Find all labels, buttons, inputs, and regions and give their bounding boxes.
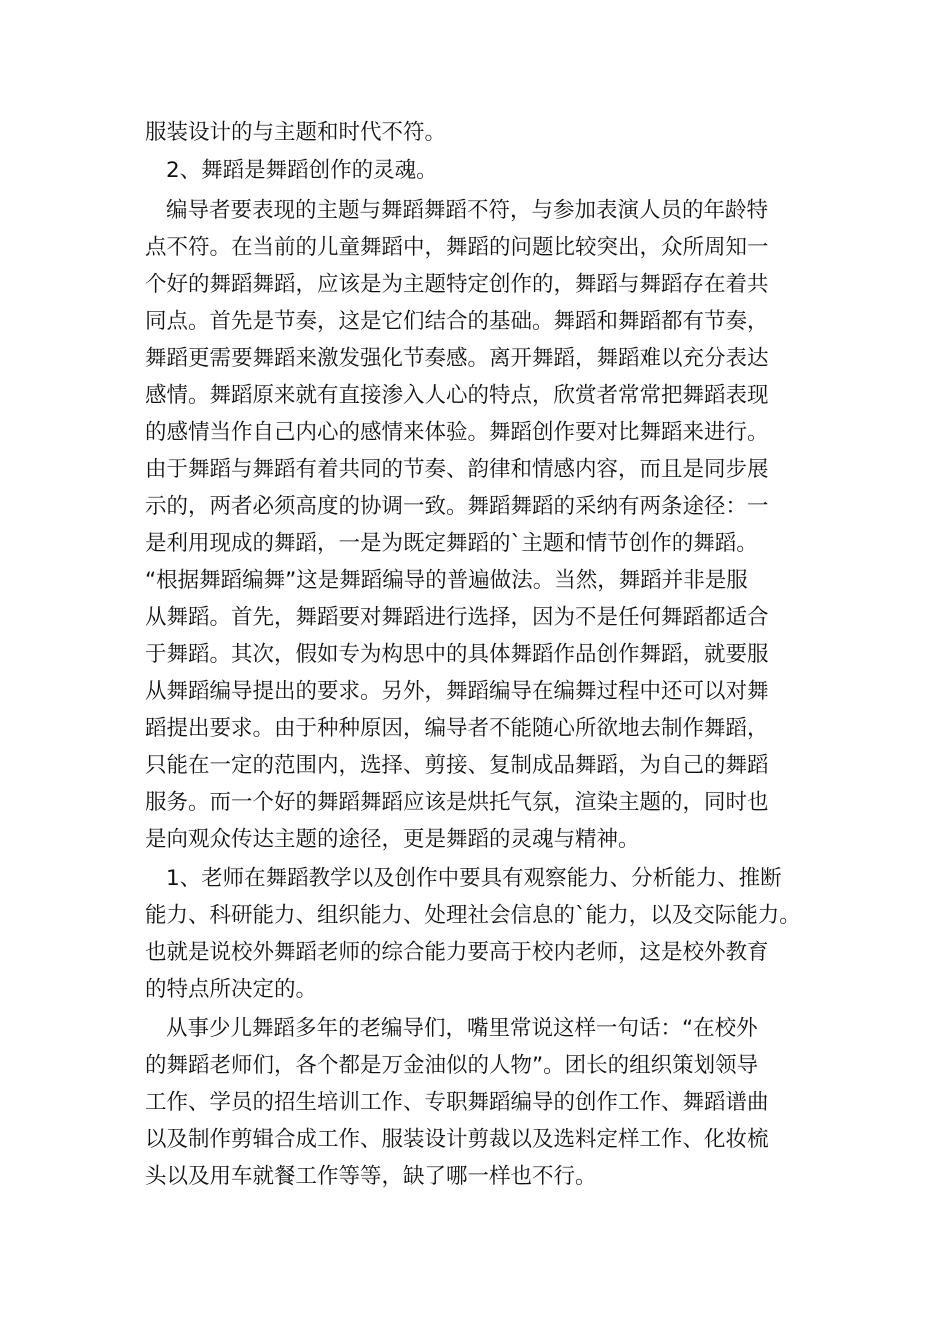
text-line: 从舞蹈。首先，舞蹈要对舞蹈进行选择，因为不是任何舞蹈都适合 [145,605,769,630]
text-line: 只能在一定的范围内，选择、剪接、复制成品舞蹈，为自己的舞蹈 [145,753,769,778]
text-line: 个好的舞蹈舞蹈，应该是为主题特定创作的，舞蹈与舞蹈存在着共 [145,272,769,297]
text-line: 点不符。在当前的儿童舞蹈中，舞蹈的问题比较突出，众所周知一 [145,235,769,260]
numbered-item-first-line: 1、老师在舞蹈教学以及创作中要具有观察能力、分析能力、推断 [166,866,782,891]
text-line: 也就是说校外舞蹈老师的综合能力要高于校内老师，这是校外教育 [145,940,769,965]
text-line: 示的，两者必须高度的协调一致。舞蹈舞蹈的采纳有两条途径：一 [145,494,769,519]
text-line: “根据舞蹈编舞”这是舞蹈编导的普遍做法。当然，舞蹈并非是服 [145,568,748,593]
section-heading: 2、舞蹈是舞蹈创作的灵魂。 [166,158,438,183]
text-line: 的感情当作自己内心的感情来体验。舞蹈创作要对比舞蹈来进行。 [145,420,769,445]
text-line: 的舞蹈老师们，各个都是万金油似的人物”。团长的组织策划领导 [145,1053,759,1078]
text-line: 以及制作剪辑合成工作、服装设计剪裁以及选料定样工作、化妆梳 [145,1127,769,1152]
text-line: 工作、学员的招生培训工作、专职舞蹈编导的创作工作、舞蹈谱曲 [145,1090,769,1115]
text-line: 蹈提出要求。由于种种原因，编导者不能随心所欲地去制作舞蹈， [145,716,769,741]
text-line: 感情。舞蹈原来就有直接渗入人心的特点，欣赏者常常把舞蹈表现 [145,383,769,408]
text-line: 服装设计的与主题和时代不符。 [145,120,447,145]
text-line: 服务。而一个好的舞蹈舞蹈应该是烘托气氛，渲染主题的，同时也 [145,790,769,815]
text-line: 舞蹈更需要舞蹈来激发强化节奏感。离开舞蹈，舞蹈难以充分表达 [145,346,769,371]
text-line: 是利用现成的舞蹈，一是为既定舞蹈的`主题和情节创作的舞蹈。 [145,531,758,556]
paragraph-first-line: 编导者要表现的主题与舞蹈舞蹈不符，与参加表演人员的年龄特 [166,198,769,223]
text-line: 能力、科研能力、组织能力、处理社会信息的`能力，以及交际能力。 [145,903,801,928]
text-line: 从舞蹈编导提出的要求。另外，舞蹈编导在编舞过程中还可以对舞 [145,679,769,704]
text-line: 头以及用车就餐工作等等，缺了哪一样也不行。 [145,1164,597,1189]
text-line: 是向观众传达主题的途径，更是舞蹈的灵魂与精神。 [145,827,640,852]
text-line: 同点。首先是节奏，这是它们结合的基础。舞蹈和舞蹈都有节奏， [145,309,769,334]
text-line: 由于舞蹈与舞蹈有着共同的节奏、韵律和情感内容，而且是同步展 [145,457,769,482]
text-line: 的特点所决定的。 [145,977,318,1002]
paragraph-first-line: 从事少儿舞蹈多年的老编导们，嘴里常说这样一句话：“在校外 [166,1016,758,1041]
text-line: 于舞蹈。其次，假如专为构思中的具体舞蹈作品创作舞蹈，就要服 [145,642,769,667]
